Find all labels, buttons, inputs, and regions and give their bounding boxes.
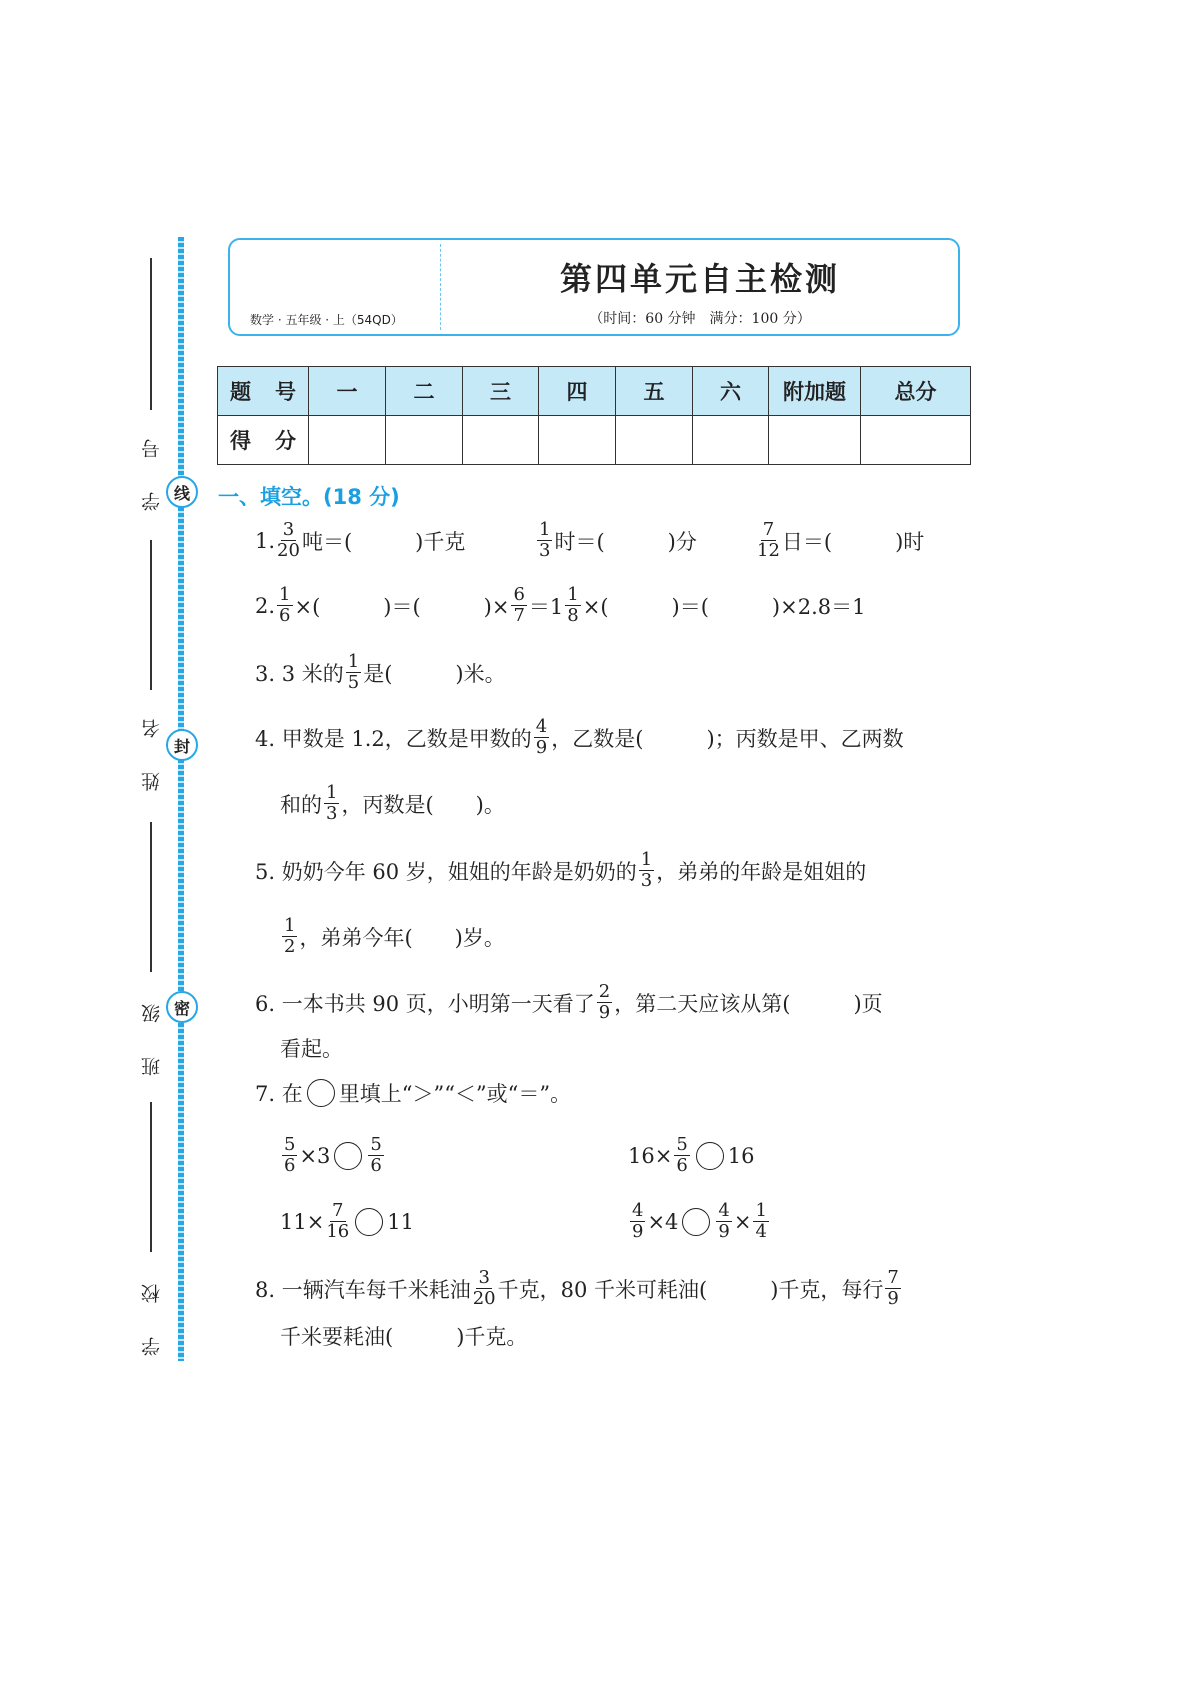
denominator: 6 [370, 1155, 382, 1176]
compare-circle[interactable] [334, 1142, 362, 1170]
name-label: 姓 名 [141, 705, 163, 792]
question-text: 11× [280, 1209, 325, 1234]
score-cell[interactable] [463, 416, 539, 465]
question-line [255, 520, 465, 561]
student-id-label: 学 号 [141, 425, 163, 512]
numerator: 3 [282, 519, 295, 540]
fraction [473, 1268, 496, 1309]
question-line [535, 520, 697, 561]
denominator: 12 [757, 540, 780, 561]
score-cell[interactable] [539, 416, 616, 465]
compare-circle[interactable] [307, 1079, 335, 1107]
numerator: 4 [718, 1200, 730, 1221]
question-text: ×( )＝( )×2.8＝1 [582, 594, 866, 619]
numerator: 1 [567, 584, 579, 605]
fraction [885, 1268, 900, 1309]
numerator: 1 [284, 915, 296, 936]
question-line [280, 1201, 414, 1242]
question-text: 3. 3 米的 [255, 661, 344, 686]
question-text: 日＝( )时 [781, 529, 925, 554]
numerator: 1 [755, 1200, 767, 1221]
class-line [150, 822, 152, 972]
fraction [534, 717, 549, 758]
fraction [346, 652, 361, 693]
question-line [255, 652, 506, 693]
numerator: 5 [284, 1134, 296, 1155]
question-line [280, 916, 505, 957]
question-line [280, 1135, 386, 1176]
student-id-line [150, 258, 152, 410]
fraction [277, 520, 300, 561]
score-cell[interactable] [616, 416, 693, 465]
question-line [628, 1201, 771, 1242]
numerator: 2 [598, 981, 611, 1002]
question-line [280, 783, 505, 824]
header-cell: 附加题 [769, 367, 861, 416]
denominator: 8 [567, 605, 579, 626]
denominator: 7 [513, 605, 525, 626]
score-table-header [218, 367, 971, 416]
question-text: 7. 在 [255, 1082, 303, 1106]
denominator: 20 [277, 540, 300, 561]
fraction [277, 585, 292, 626]
score-cell[interactable] [386, 416, 463, 465]
fraction [324, 783, 339, 824]
subject-grade: 数学 · 五年级 · 上（54QD） [250, 313, 403, 327]
score-table [217, 366, 971, 465]
header-cell: 一 [309, 367, 386, 416]
fraction [597, 982, 612, 1023]
question-text: ，乙数是( )；丙数是甲、乙两数 [551, 726, 904, 751]
header-cell: 题 号 [218, 367, 309, 416]
compare-circle[interactable] [682, 1208, 710, 1236]
seal-secret-mark: 密 [166, 991, 198, 1023]
denominator: 2 [284, 936, 296, 957]
numerator: 5 [370, 1134, 382, 1155]
denominator: 20 [472, 1288, 496, 1309]
question-text: 11 [387, 1209, 414, 1234]
numerator: 1 [326, 782, 338, 803]
score-cell[interactable] [769, 416, 861, 465]
question-text: 里填上“＞”“＜”或“＝”。 [338, 1082, 572, 1106]
question-text: ，丙数是( )。 [341, 792, 505, 817]
school-label: 学 校 [141, 1270, 163, 1357]
question-line [255, 982, 883, 1023]
denominator: 4 [755, 1221, 767, 1242]
question-line [255, 850, 866, 891]
seal-seal-mark: 封 [166, 729, 198, 761]
fraction [639, 850, 654, 891]
numerator: 7 [762, 519, 775, 540]
section-title: 一、填空。(18 分) [218, 485, 400, 509]
fraction [537, 520, 552, 561]
header-cell: 五 [616, 367, 693, 416]
question-text: ＝1 [528, 594, 564, 619]
question-text: ，第二天应该从第( )页 [614, 991, 883, 1016]
fraction [674, 1135, 689, 1176]
fraction [757, 520, 780, 561]
denominator: 9 [632, 1221, 644, 1242]
header-box [228, 238, 960, 336]
fraction [282, 1135, 297, 1176]
numerator: 4 [535, 716, 548, 737]
denominator: 3 [640, 870, 653, 891]
score-cell[interactable] [693, 416, 769, 465]
numerator: 4 [632, 1200, 644, 1221]
seal-line-mark: 线 [166, 476, 198, 508]
numerator: 1 [347, 651, 360, 672]
denominator: 3 [539, 540, 551, 561]
question-line [280, 1033, 343, 1063]
numerator: 3 [478, 1267, 490, 1288]
question-text: 时＝( )分 [554, 529, 697, 554]
header-cell: 六 [693, 367, 769, 416]
header-cell: 四 [539, 367, 616, 416]
denominator: 9 [718, 1221, 730, 1242]
numerator: 1 [539, 519, 551, 540]
question-line [755, 520, 924, 561]
question-text: 16 [727, 1143, 755, 1168]
question-text: 16× [628, 1143, 673, 1168]
denominator: 3 [326, 803, 338, 824]
denominator: 6 [279, 605, 291, 626]
school-line [150, 1102, 152, 1252]
denominator: 9 [535, 737, 548, 758]
score-cell[interactable] [309, 416, 386, 465]
header-cell: 总分 [861, 367, 971, 416]
numerator: 7 [887, 1267, 899, 1288]
fraction [753, 1201, 768, 1242]
page-title: 第四单元自主检测 [559, 260, 840, 298]
question-text: ×( )＝( )× [294, 594, 510, 619]
question-line [280, 1321, 527, 1351]
fraction [630, 1201, 645, 1242]
question-text: 吨＝( )千克 [301, 529, 466, 554]
question-text: 6. 一本书共 90 页，小明第一天看了 [255, 991, 595, 1016]
question-text: 和的 [280, 792, 322, 817]
score-row-label: 得 分 [218, 416, 309, 465]
class-label: 班 级 [141, 990, 163, 1077]
fraction [326, 1201, 349, 1242]
fraction [282, 916, 297, 957]
fraction [368, 1135, 383, 1176]
question-text: 8. 一辆汽车每千米耗油 [255, 1277, 471, 1302]
question-text: 是( )米。 [363, 661, 506, 686]
fraction [716, 1201, 731, 1242]
question-text: 千米要耗油( )千克。 [280, 1325, 528, 1349]
binding-dotted-line [178, 237, 184, 1361]
fraction [511, 585, 526, 626]
denominator: 9 [598, 1002, 611, 1023]
numerator: 1 [640, 849, 653, 870]
numerator: 7 [332, 1200, 344, 1221]
question-text: ×4 [647, 1209, 679, 1234]
question-text: 4. 甲数是 1.2，乙数是甲数的 [255, 726, 532, 751]
compare-circle[interactable] [696, 1142, 724, 1170]
question-text: 千克，80 千米可耗油( )千克，每行 [497, 1277, 884, 1302]
question-line [255, 585, 865, 626]
question-text: ，弟弟的年龄是姐姐的 [656, 859, 867, 884]
question-line [628, 1135, 755, 1176]
numerator: 5 [676, 1134, 688, 1155]
question-line [255, 717, 904, 758]
question-line [255, 1078, 571, 1108]
header-cell: 二 [386, 367, 463, 416]
question-text: 5. 奶奶今年 60 岁，姐姐的年龄是奶奶的 [255, 859, 637, 884]
fraction [565, 585, 580, 626]
question-text: 看起。 [280, 1037, 343, 1061]
question-text: × [733, 1209, 752, 1234]
denominator: 6 [284, 1155, 296, 1176]
question-text: 1. [255, 528, 276, 553]
question-line [255, 1268, 903, 1309]
compare-circle[interactable] [355, 1208, 383, 1236]
denominator: 5 [347, 672, 360, 693]
denominator: 9 [887, 1288, 899, 1309]
time-score-info: （时间：60 分钟 满分：100 分） [589, 311, 811, 327]
numerator: 6 [513, 584, 525, 605]
question-text: 2. [255, 593, 276, 618]
header-divider [440, 244, 441, 330]
name-line [150, 540, 152, 690]
header-cell: 三 [463, 367, 539, 416]
question-text: ，弟弟今年( )岁。 [299, 925, 505, 950]
numerator: 1 [279, 584, 291, 605]
denominator: 16 [326, 1221, 350, 1242]
question-text: ×3 [299, 1143, 331, 1168]
score-cell[interactable] [861, 416, 971, 465]
denominator: 6 [676, 1155, 688, 1176]
score-table-row [218, 416, 971, 465]
